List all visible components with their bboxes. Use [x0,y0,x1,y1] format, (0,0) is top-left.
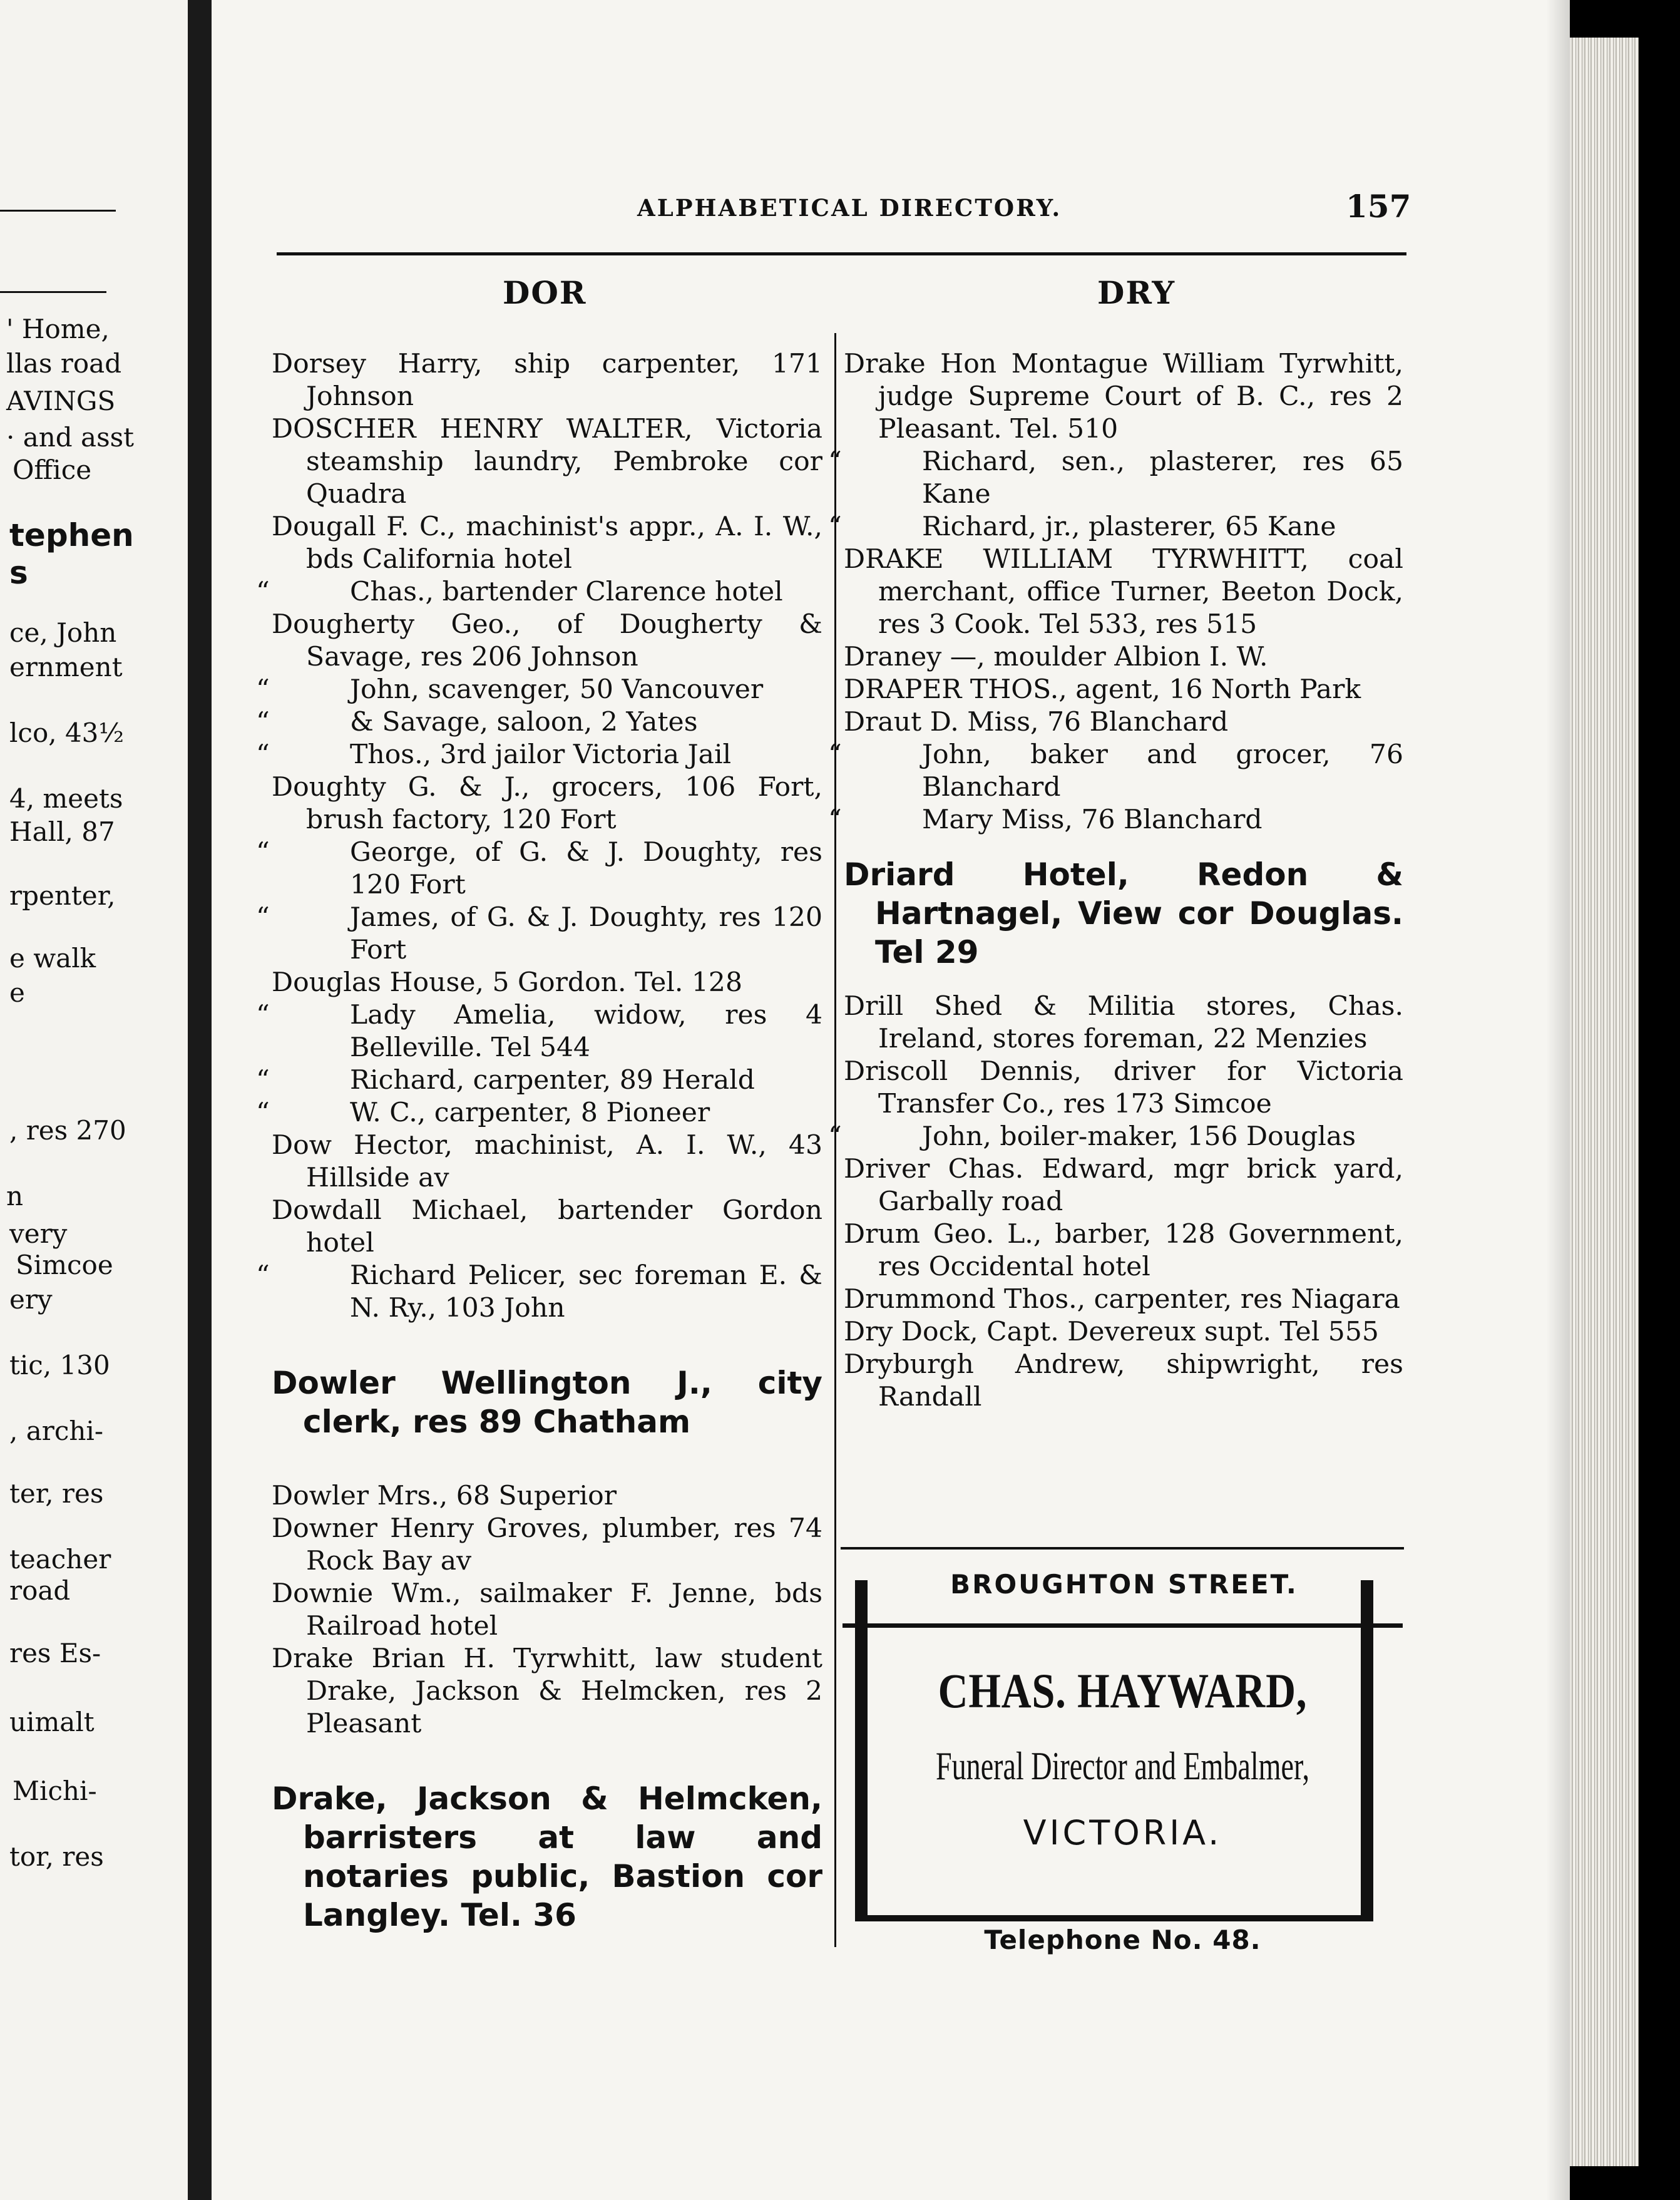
directory-entry [844,348,1403,446]
advert-street: BROUGHTON STREET. [950,1569,1298,1600]
advert-right-post [1361,1580,1373,1915]
entry-text: Drummond Thos., carpenter, res Niagara [844,1284,1400,1315]
display-listing [272,1364,822,1441]
entry-text: John, baker and grocer, 76 Blanchard [922,739,1403,803]
entry-text: DOSCHER HENRY WALTER, Victoria steamship laundry, Pembroke cor Quadra [272,414,822,510]
ditto-mark: “ [256,674,270,705]
ditto-mark: “ [828,804,842,835]
entry-text: Dry Dock, Capt. Devereux supt. Tel 555 [844,1317,1379,1347]
entry-text: DRAKE WILLIAM TYRWHITT, coal merchant, office Turner, Beeton Dock, res 3 Cook. Tel 533, res 515 [844,544,1403,640]
facing-page-text: , archi- [9,1416,104,1446]
facing-page-fragment [0,0,188,2200]
directory-entry [844,641,1403,674]
entry-text: Dryburgh Andrew, shipwright, res Randall [844,1349,1403,1412]
left-column [256,348,822,1935]
sub-entry [256,836,822,902]
sub-entry [828,739,1403,804]
advert-city: VICTORIA. [1023,1813,1222,1853]
sub-entry [256,1064,822,1097]
entry-text: Lady Amelia, widow, res 4 Belleville. Tel 544 [350,1000,822,1063]
directory-entry [844,1349,1403,1414]
display-listing [844,855,1403,972]
sub-entry [256,999,822,1064]
facing-page-text: tic, 130 [9,1350,110,1380]
entry-text: DRAPER THOS., agent, 16 North Park [844,674,1361,705]
ditto-mark: “ [256,902,270,933]
advert-top-bar [843,1623,1403,1628]
facing-page-text: lco, 43½ [9,717,125,748]
sub-entry [828,1121,1403,1153]
entry-text: Dougall F. C., machinist's appr., A. I. W., bds California hotel [272,511,822,575]
entry-text: Draney —, moulder Albion I. W. [844,642,1268,672]
entry-text: Dow Hector, machinist, A. I. W., 43 Hillside av [272,1130,822,1193]
directory-entry [844,1056,1403,1121]
directory-entry [844,1153,1403,1218]
facing-page-text: n [6,1181,24,1211]
sub-entry [256,1097,822,1129]
facing-page-text: ce, John [9,617,117,648]
directory-entry [844,1316,1403,1349]
entry-text: Driard Hotel, Redon & Hartnagel, View cor Douglas. Tel 29 [844,856,1403,970]
entry-text: Doughty G. & J., grocers, 106 Fort, brush factory, 120 Fort [272,772,822,835]
entry-text: Drake Hon Montague William Tyrwhitt, judge Supreme Court of B. C., res 2 Pleasant. Tel. 510 [844,349,1403,445]
facing-page-text: Simcoe [16,1250,113,1280]
header-rule [277,252,1406,255]
facing-page-text: AVINGS [6,386,116,416]
advert-rule [841,1547,1404,1550]
hayward-advertisement [843,1569,1403,1966]
ditto-mark: “ [828,1121,842,1152]
ditto-mark: “ [828,446,842,477]
directory-entry [844,990,1403,1056]
facing-page-text: res Es- [9,1638,101,1668]
right-column-head: DRY [1097,274,1176,311]
ditto-mark: “ [256,1065,270,1096]
right-column [828,348,1403,1414]
entry-text: Drum Geo. L., barber, 128 Government, res Occidental hotel [844,1219,1403,1282]
entry-text: Richard Pelicer, sec foreman E. & N. Ry., 103 John [350,1260,822,1324]
directory-entry [272,1480,822,1513]
entry-spacer [844,972,1403,990]
directory-entry [844,674,1403,706]
entry-text: W. C., carpenter, 8 Pioneer [350,1097,710,1128]
directory-entry [272,1513,822,1578]
facing-page-text: teacher [9,1544,111,1575]
entry-text: Driver Chas. Edward, mgr brick yard, Garbally road [844,1154,1403,1217]
facing-page-text: 4, meets [9,783,123,814]
entry-spacer [272,1325,822,1364]
facing-page-text: very [9,1218,68,1249]
entry-text: Mary Miss, 76 Blanchard [922,804,1263,835]
facing-page-text: Michi- [13,1776,97,1806]
ditto-mark: “ [256,577,270,607]
sub-entry [256,739,822,771]
entry-text: Drake Brian H. Tyrwhitt, law student Drake, Jackson & Helmcken, res 2 Pleasant [272,1643,822,1739]
directory-entry [272,967,822,999]
ditto-mark: “ [256,739,270,770]
entry-text: Draut D. Miss, 76 Blanchard [844,707,1229,738]
facing-page-text: · and asst [6,422,135,453]
ditto-mark: “ [256,1000,270,1031]
directory-entry [272,1643,822,1740]
entry-text: Chas., bartender Clarence hotel [350,577,783,607]
page-edges [1570,38,1639,2166]
entry-text: Dowdall Michael, bartender Gordon hotel [272,1195,822,1258]
sub-entry [256,576,822,609]
advert-telephone: Telephone No. 48. [984,1925,1261,1955]
entry-text: Dowler Mrs., 68 Superior [272,1481,617,1511]
facing-page-text: road [9,1575,71,1606]
directory-entry [272,348,822,413]
entry-text: Dougherty Geo., of Dougherty & Savage, res 206 Johnson [272,609,822,672]
facing-page-text: e [9,977,25,1008]
directory-entry [272,511,822,576]
entry-text: Downie Wm., sailmaker F. Jenne, bds Railroad hotel [272,1578,822,1642]
directory-entry [272,771,822,836]
entry-text: Drake, Jackson & Helmcken, barristers at law and notaries public, Bastion cor Langley. Tel. 36 [272,1781,822,1933]
sub-entry [828,511,1403,543]
directory-page [212,0,1570,2200]
directory-entry [272,413,822,511]
entry-text: & Savage, saloon, 2 Yates [350,707,698,738]
directory-entry [272,1129,822,1195]
facing-page-text: llas road [6,348,122,379]
entry-text: Douglas House, 5 Gordon. Tel. 128 [272,967,743,998]
entry-text: John, boiler-maker, 156 Douglas [922,1121,1356,1152]
facing-page-text: Office [13,455,92,485]
directory-entry [272,609,822,674]
ditto-mark: “ [256,837,270,868]
entry-text: Dorsey Harry, ship carpenter, 171 Johnson [272,349,822,412]
facing-page-text: ery [9,1284,53,1315]
facing-page-text: ernment [9,652,123,682]
entry-text: Richard, carpenter, 89 Herald [350,1065,755,1096]
directory-entry [844,706,1403,739]
facing-page-text: Hall, 87 [9,816,115,847]
directory-entry [844,543,1403,641]
facing-page-text: ter, res [9,1478,104,1509]
sub-entry [828,804,1403,836]
entry-spacer [272,1740,822,1779]
directory-entry [844,1283,1403,1316]
ditto-mark: “ [256,1260,270,1291]
entry-text: Dowler Wellington J., city clerk, res 89 Chatham [272,1365,822,1440]
directory-entry [272,1578,822,1643]
book-gutter [188,0,212,2200]
facing-page-text: e walk [9,943,96,974]
sub-entry [256,674,822,706]
entry-text: Richard, jr., plasterer, 65 Kane [922,511,1336,542]
entry-text: Thos., 3rd jailor Victoria Jail [350,739,732,770]
facing-page-text: uimalt [9,1707,95,1737]
entry-spacer [844,836,1403,855]
facing-page-rule [0,291,106,293]
facing-page-text: ' Home, [6,314,110,344]
ditto-mark: “ [256,707,270,738]
entry-text: George, of G. & J. Doughty, res 120 Fort [350,837,822,900]
entry-text: John, scavenger, 50 Vancouver [350,674,764,705]
sub-entry [256,1260,822,1325]
left-column-head: DOR [503,274,587,311]
page-edge-shadow [1546,0,1571,2200]
sub-entry [828,446,1403,511]
display-listing [272,1779,822,1935]
facing-page-text: rpenter, [9,880,116,911]
advert-bottom-bar [855,1915,1373,1921]
entry-text: Richard, sen., plasterer, res 65 Kane [922,446,1403,510]
entry-text: Downer Henry Groves, plumber, res 74 Rock Bay av [272,1513,822,1576]
sub-entry [256,902,822,967]
advert-left-post [855,1580,868,1915]
entry-text: Drill Shed & Militia stores, Chas. Ireland, stores foreman, 22 Menzies [844,991,1403,1054]
facing-page-text: tor, res [9,1841,104,1872]
running-title: ALPHABETICAL DIRECTORY. [637,194,1062,222]
ditto-mark: “ [828,739,842,770]
facing-page-text: tephen [9,517,134,553]
ditto-mark: “ [828,511,842,542]
directory-entry [272,1195,822,1260]
entry-spacer [272,1441,822,1480]
directory-entry [844,1218,1403,1283]
ditto-mark: “ [256,1097,270,1128]
entry-text: Driscoll Dennis, driver for Victoria Transfer Co., res 173 Simcoe [844,1056,1403,1119]
advert-tagline: Funeral Director and Embalmer, [936,1744,1309,1788]
facing-page-rule [0,210,116,212]
sub-entry [256,706,822,739]
facing-page-text: s [9,555,28,591]
entry-text: James, of G. & J. Doughty, res 120 Fort [350,902,822,965]
advert-business-name: CHAS. HAYWARD, [938,1663,1308,1718]
facing-page-text: , res 270 [9,1115,126,1146]
page-number: 157 [1346,188,1411,225]
